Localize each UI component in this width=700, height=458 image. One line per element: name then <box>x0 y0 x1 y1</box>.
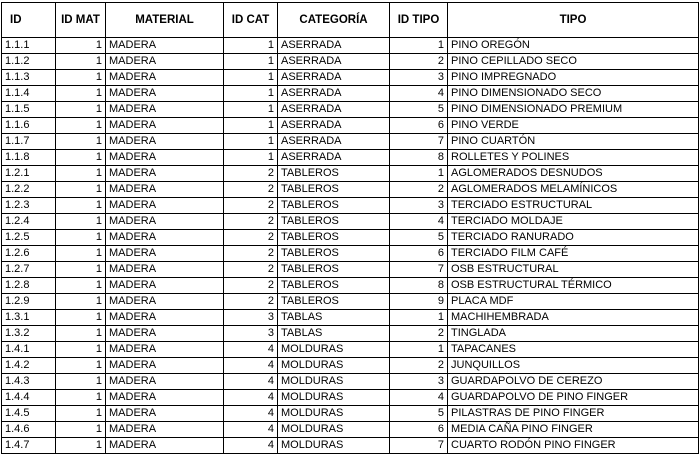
table-row <box>2 86 699 102</box>
table-row <box>2 198 699 214</box>
cell-categoria: ASERRADA <box>278 86 390 102</box>
cell-material: MADERA <box>106 358 224 374</box>
cell-material: MADERA <box>106 406 224 422</box>
cell-categoria: TABLAS <box>278 326 390 342</box>
cell-tipo: PINO OREGÓN <box>448 38 699 54</box>
cell-id-cat: 1 <box>224 38 278 54</box>
cell-categoria: TABLEROS <box>278 214 390 230</box>
cell-material: MADERA <box>106 374 224 390</box>
cell-categoria: MOLDURAS <box>278 422 390 438</box>
table-row <box>2 54 699 70</box>
cell-id-tipo: 2 <box>390 182 448 198</box>
cell-tipo: PINO DIMENSIONADO SECO <box>448 86 699 102</box>
cell-tipo: OSB ESTRUCTURAL TÉRMICO <box>448 278 699 294</box>
cell-id: 1.1.5 <box>2 102 56 118</box>
cell-material: MADERA <box>106 390 224 406</box>
cell-material: MADERA <box>106 422 224 438</box>
cell-id-tipo: 4 <box>390 86 448 102</box>
cell-id-mat: 1 <box>56 214 106 230</box>
cell-id: 1.4.1 <box>2 342 56 358</box>
cell-id-mat: 1 <box>56 326 106 342</box>
cell-categoria: MOLDURAS <box>278 438 390 454</box>
cell-id-tipo: 9 <box>390 294 448 310</box>
table-row <box>2 246 699 262</box>
cell-id-cat: 2 <box>224 294 278 310</box>
cell-id-cat: 1 <box>224 70 278 86</box>
cell-id-tipo: 3 <box>390 70 448 86</box>
cell-id-cat: 2 <box>224 246 278 262</box>
cell-categoria: MOLDURAS <box>278 374 390 390</box>
cell-id-mat: 1 <box>56 294 106 310</box>
cell-id: 1.1.8 <box>2 150 56 166</box>
cell-id-tipo: 4 <box>390 214 448 230</box>
cell-tipo: PINO CEPILLADO SECO <box>448 54 699 70</box>
cell-id: 1.4.2 <box>2 358 56 374</box>
table-row <box>2 406 699 422</box>
cell-id-mat: 1 <box>56 406 106 422</box>
cell-id-cat: 1 <box>224 118 278 134</box>
cell-id: 1.1.2 <box>2 54 56 70</box>
materials-table <box>1 2 699 454</box>
cell-categoria: TABLEROS <box>278 246 390 262</box>
table-row <box>2 438 699 454</box>
cell-tipo: PINO VERDE <box>448 118 699 134</box>
cell-id-cat: 3 <box>224 310 278 326</box>
cell-tipo: TERCIADO MOLDAJE <box>448 214 699 230</box>
cell-categoria: TABLEROS <box>278 278 390 294</box>
cell-material: MADERA <box>106 230 224 246</box>
table-row <box>2 118 699 134</box>
cell-categoria: TABLAS <box>278 310 390 326</box>
cell-id-tipo: 2 <box>390 54 448 70</box>
cell-tipo: PLACA MDF <box>448 294 699 310</box>
cell-id-mat: 1 <box>56 278 106 294</box>
table-row <box>2 390 699 406</box>
cell-id-tipo: 7 <box>390 134 448 150</box>
cell-material: MADERA <box>106 54 224 70</box>
cell-id-tipo: 1 <box>390 310 448 326</box>
cell-categoria: ASERRADA <box>278 38 390 54</box>
table-row <box>2 310 699 326</box>
table-row <box>2 326 699 342</box>
cell-id-tipo: 6 <box>390 118 448 134</box>
cell-id: 1.3.1 <box>2 310 56 326</box>
cell-tipo: GUARDAPOLVO DE CEREZO <box>448 374 699 390</box>
cell-id-mat: 1 <box>56 358 106 374</box>
cell-id: 1.4.3 <box>2 374 56 390</box>
cell-id: 1.2.4 <box>2 214 56 230</box>
cell-tipo: OSB ESTRUCTURAL <box>448 262 699 278</box>
cell-material: MADERA <box>106 150 224 166</box>
table-row <box>2 214 699 230</box>
cell-categoria: ASERRADA <box>278 118 390 134</box>
cell-id: 1.2.6 <box>2 246 56 262</box>
table-row <box>2 134 699 150</box>
cell-id: 1.4.5 <box>2 406 56 422</box>
cell-id: 1.2.9 <box>2 294 56 310</box>
cell-id-mat: 1 <box>56 86 106 102</box>
cell-material: MADERA <box>106 342 224 358</box>
cell-id-cat: 1 <box>224 102 278 118</box>
cell-id-cat: 4 <box>224 358 278 374</box>
cell-id-mat: 1 <box>56 166 106 182</box>
cell-material: MADERA <box>106 118 224 134</box>
cell-id-cat: 2 <box>224 198 278 214</box>
cell-id: 1.2.1 <box>2 166 56 182</box>
cell-categoria: ASERRADA <box>278 150 390 166</box>
cell-material: MADERA <box>106 134 224 150</box>
cell-id-tipo: 2 <box>390 326 448 342</box>
table-row <box>2 422 699 438</box>
cell-id-mat: 1 <box>56 342 106 358</box>
cell-categoria: MOLDURAS <box>278 390 390 406</box>
cell-tipo: AGLOMERADOS DESNUDOS <box>448 166 699 182</box>
cell-tipo: PINO IMPREGNADO <box>448 70 699 86</box>
cell-id-mat: 1 <box>56 54 106 70</box>
cell-categoria: ASERRADA <box>278 54 390 70</box>
cell-material: MADERA <box>106 310 224 326</box>
cell-id-cat: 2 <box>224 166 278 182</box>
cell-tipo: GUARDAPOLVO DE PINO FINGER <box>448 390 699 406</box>
cell-id-tipo: 5 <box>390 102 448 118</box>
table-row <box>2 358 699 374</box>
header-id: ID <box>2 3 56 38</box>
cell-id-mat: 1 <box>56 438 106 454</box>
cell-id: 1.2.8 <box>2 278 56 294</box>
cell-id-cat: 2 <box>224 214 278 230</box>
cell-id-cat: 1 <box>224 54 278 70</box>
table-row <box>2 182 699 198</box>
cell-tipo: CUARTO RODÓN PINO FINGER <box>448 438 699 454</box>
cell-id-cat: 2 <box>224 230 278 246</box>
cell-id-tipo: 6 <box>390 246 448 262</box>
cell-id-mat: 1 <box>56 374 106 390</box>
cell-id-tipo: 1 <box>390 342 448 358</box>
cell-id-cat: 2 <box>224 182 278 198</box>
cell-id-tipo: 8 <box>390 150 448 166</box>
cell-id-tipo: 3 <box>390 198 448 214</box>
table-row <box>2 262 699 278</box>
cell-tipo: ROLLETES Y POLINES <box>448 150 699 166</box>
cell-id-mat: 1 <box>56 390 106 406</box>
cell-id-mat: 1 <box>56 118 106 134</box>
cell-material: MADERA <box>106 246 224 262</box>
cell-id: 1.1.4 <box>2 86 56 102</box>
cell-id-tipo: 7 <box>390 262 448 278</box>
cell-categoria: ASERRADA <box>278 102 390 118</box>
cell-id-mat: 1 <box>56 198 106 214</box>
cell-tipo: TINGLADA <box>448 326 699 342</box>
cell-id: 1.1.1 <box>2 38 56 54</box>
table-row <box>2 342 699 358</box>
cell-categoria: MOLDURAS <box>278 406 390 422</box>
cell-categoria: TABLEROS <box>278 262 390 278</box>
cell-categoria: TABLEROS <box>278 230 390 246</box>
cell-id-cat: 4 <box>224 390 278 406</box>
header-row <box>2 3 699 38</box>
cell-id-mat: 1 <box>56 310 106 326</box>
cell-id-tipo: 3 <box>390 374 448 390</box>
cell-id-cat: 3 <box>224 326 278 342</box>
cell-id-cat: 1 <box>224 150 278 166</box>
cell-material: MADERA <box>106 86 224 102</box>
cell-categoria: ASERRADA <box>278 134 390 150</box>
cell-id: 1.2.2 <box>2 182 56 198</box>
cell-id: 1.2.3 <box>2 198 56 214</box>
table-row <box>2 70 699 86</box>
cell-tipo: AGLOMERADOS MELAMÍNICOS <box>448 182 699 198</box>
cell-id-cat: 4 <box>224 438 278 454</box>
cell-id: 1.1.6 <box>2 118 56 134</box>
cell-material: MADERA <box>106 38 224 54</box>
cell-id-mat: 1 <box>56 230 106 246</box>
header-material: MATERIAL <box>106 3 224 38</box>
cell-id-mat: 1 <box>56 102 106 118</box>
cell-tipo: TERCIADO ESTRUCTURAL <box>448 198 699 214</box>
cell-material: MADERA <box>106 326 224 342</box>
cell-id-tipo: 5 <box>390 406 448 422</box>
cell-categoria: TABLEROS <box>278 166 390 182</box>
table-row <box>2 166 699 182</box>
table-row <box>2 102 699 118</box>
cell-id-tipo: 4 <box>390 390 448 406</box>
table-row <box>2 374 699 390</box>
cell-id-cat: 1 <box>224 134 278 150</box>
cell-id-mat: 1 <box>56 134 106 150</box>
cell-categoria: TABLEROS <box>278 198 390 214</box>
cell-id: 1.2.5 <box>2 230 56 246</box>
table-row <box>2 294 699 310</box>
cell-material: MADERA <box>106 166 224 182</box>
cell-id-tipo: 1 <box>390 166 448 182</box>
cell-id-tipo: 5 <box>390 230 448 246</box>
table-row <box>2 38 699 54</box>
table-row <box>2 278 699 294</box>
cell-id-tipo: 8 <box>390 278 448 294</box>
cell-id-tipo: 6 <box>390 422 448 438</box>
cell-material: MADERA <box>106 70 224 86</box>
cell-id-cat: 4 <box>224 406 278 422</box>
cell-id-cat: 4 <box>224 422 278 438</box>
cell-material: MADERA <box>106 294 224 310</box>
cell-id: 1.4.7 <box>2 438 56 454</box>
cell-tipo: JUNQUILLOS <box>448 358 699 374</box>
cell-categoria: TABLEROS <box>278 182 390 198</box>
cell-id-cat: 2 <box>224 262 278 278</box>
cell-id-cat: 4 <box>224 342 278 358</box>
cell-id: 1.1.3 <box>2 70 56 86</box>
cell-material: MADERA <box>106 198 224 214</box>
header-categoria: CATEGORÍA <box>278 3 390 38</box>
cell-material: MADERA <box>106 278 224 294</box>
cell-categoria: ASERRADA <box>278 70 390 86</box>
table-row <box>2 150 699 166</box>
table-body <box>2 38 699 454</box>
cell-material: MADERA <box>106 214 224 230</box>
header-id-cat: ID CAT <box>224 3 278 38</box>
cell-id: 1.3.2 <box>2 326 56 342</box>
cell-tipo: PILASTRAS DE PINO FINGER <box>448 406 699 422</box>
cell-tipo: PINO CUARTÓN <box>448 134 699 150</box>
cell-id: 1.4.6 <box>2 422 56 438</box>
cell-categoria: MOLDURAS <box>278 358 390 374</box>
cell-tipo: TERCIADO FILM CAFÉ <box>448 246 699 262</box>
cell-tipo: TAPACANES <box>448 342 699 358</box>
cell-id-mat: 1 <box>56 150 106 166</box>
cell-tipo: MEDIA CAÑA PINO FINGER <box>448 422 699 438</box>
cell-categoria: TABLEROS <box>278 294 390 310</box>
cell-id-mat: 1 <box>56 422 106 438</box>
cell-categoria: MOLDURAS <box>278 342 390 358</box>
cell-tipo: TERCIADO RANURADO <box>448 230 699 246</box>
cell-id-cat: 4 <box>224 374 278 390</box>
cell-id-mat: 1 <box>56 70 106 86</box>
cell-tipo: PINO DIMENSIONADO PREMIUM <box>448 102 699 118</box>
header-tipo: TIPO <box>448 3 699 38</box>
cell-id: 1.2.7 <box>2 262 56 278</box>
cell-id-mat: 1 <box>56 262 106 278</box>
cell-id-tipo: 1 <box>390 38 448 54</box>
cell-id-cat: 1 <box>224 86 278 102</box>
cell-id: 1.1.7 <box>2 134 56 150</box>
cell-id-tipo: 2 <box>390 358 448 374</box>
cell-material: MADERA <box>106 102 224 118</box>
cell-id-mat: 1 <box>56 246 106 262</box>
cell-id-mat: 1 <box>56 182 106 198</box>
table-row <box>2 230 699 246</box>
header-id-mat: ID MAT <box>56 3 106 38</box>
cell-id-mat: 1 <box>56 38 106 54</box>
header-id-tipo: ID TIPO <box>390 3 448 38</box>
cell-material: MADERA <box>106 438 224 454</box>
cell-material: MADERA <box>106 182 224 198</box>
cell-tipo: MACHIHEMBRADA <box>448 310 699 326</box>
cell-id-cat: 2 <box>224 278 278 294</box>
cell-material: MADERA <box>106 262 224 278</box>
cell-id-tipo: 7 <box>390 438 448 454</box>
cell-id: 1.4.4 <box>2 390 56 406</box>
